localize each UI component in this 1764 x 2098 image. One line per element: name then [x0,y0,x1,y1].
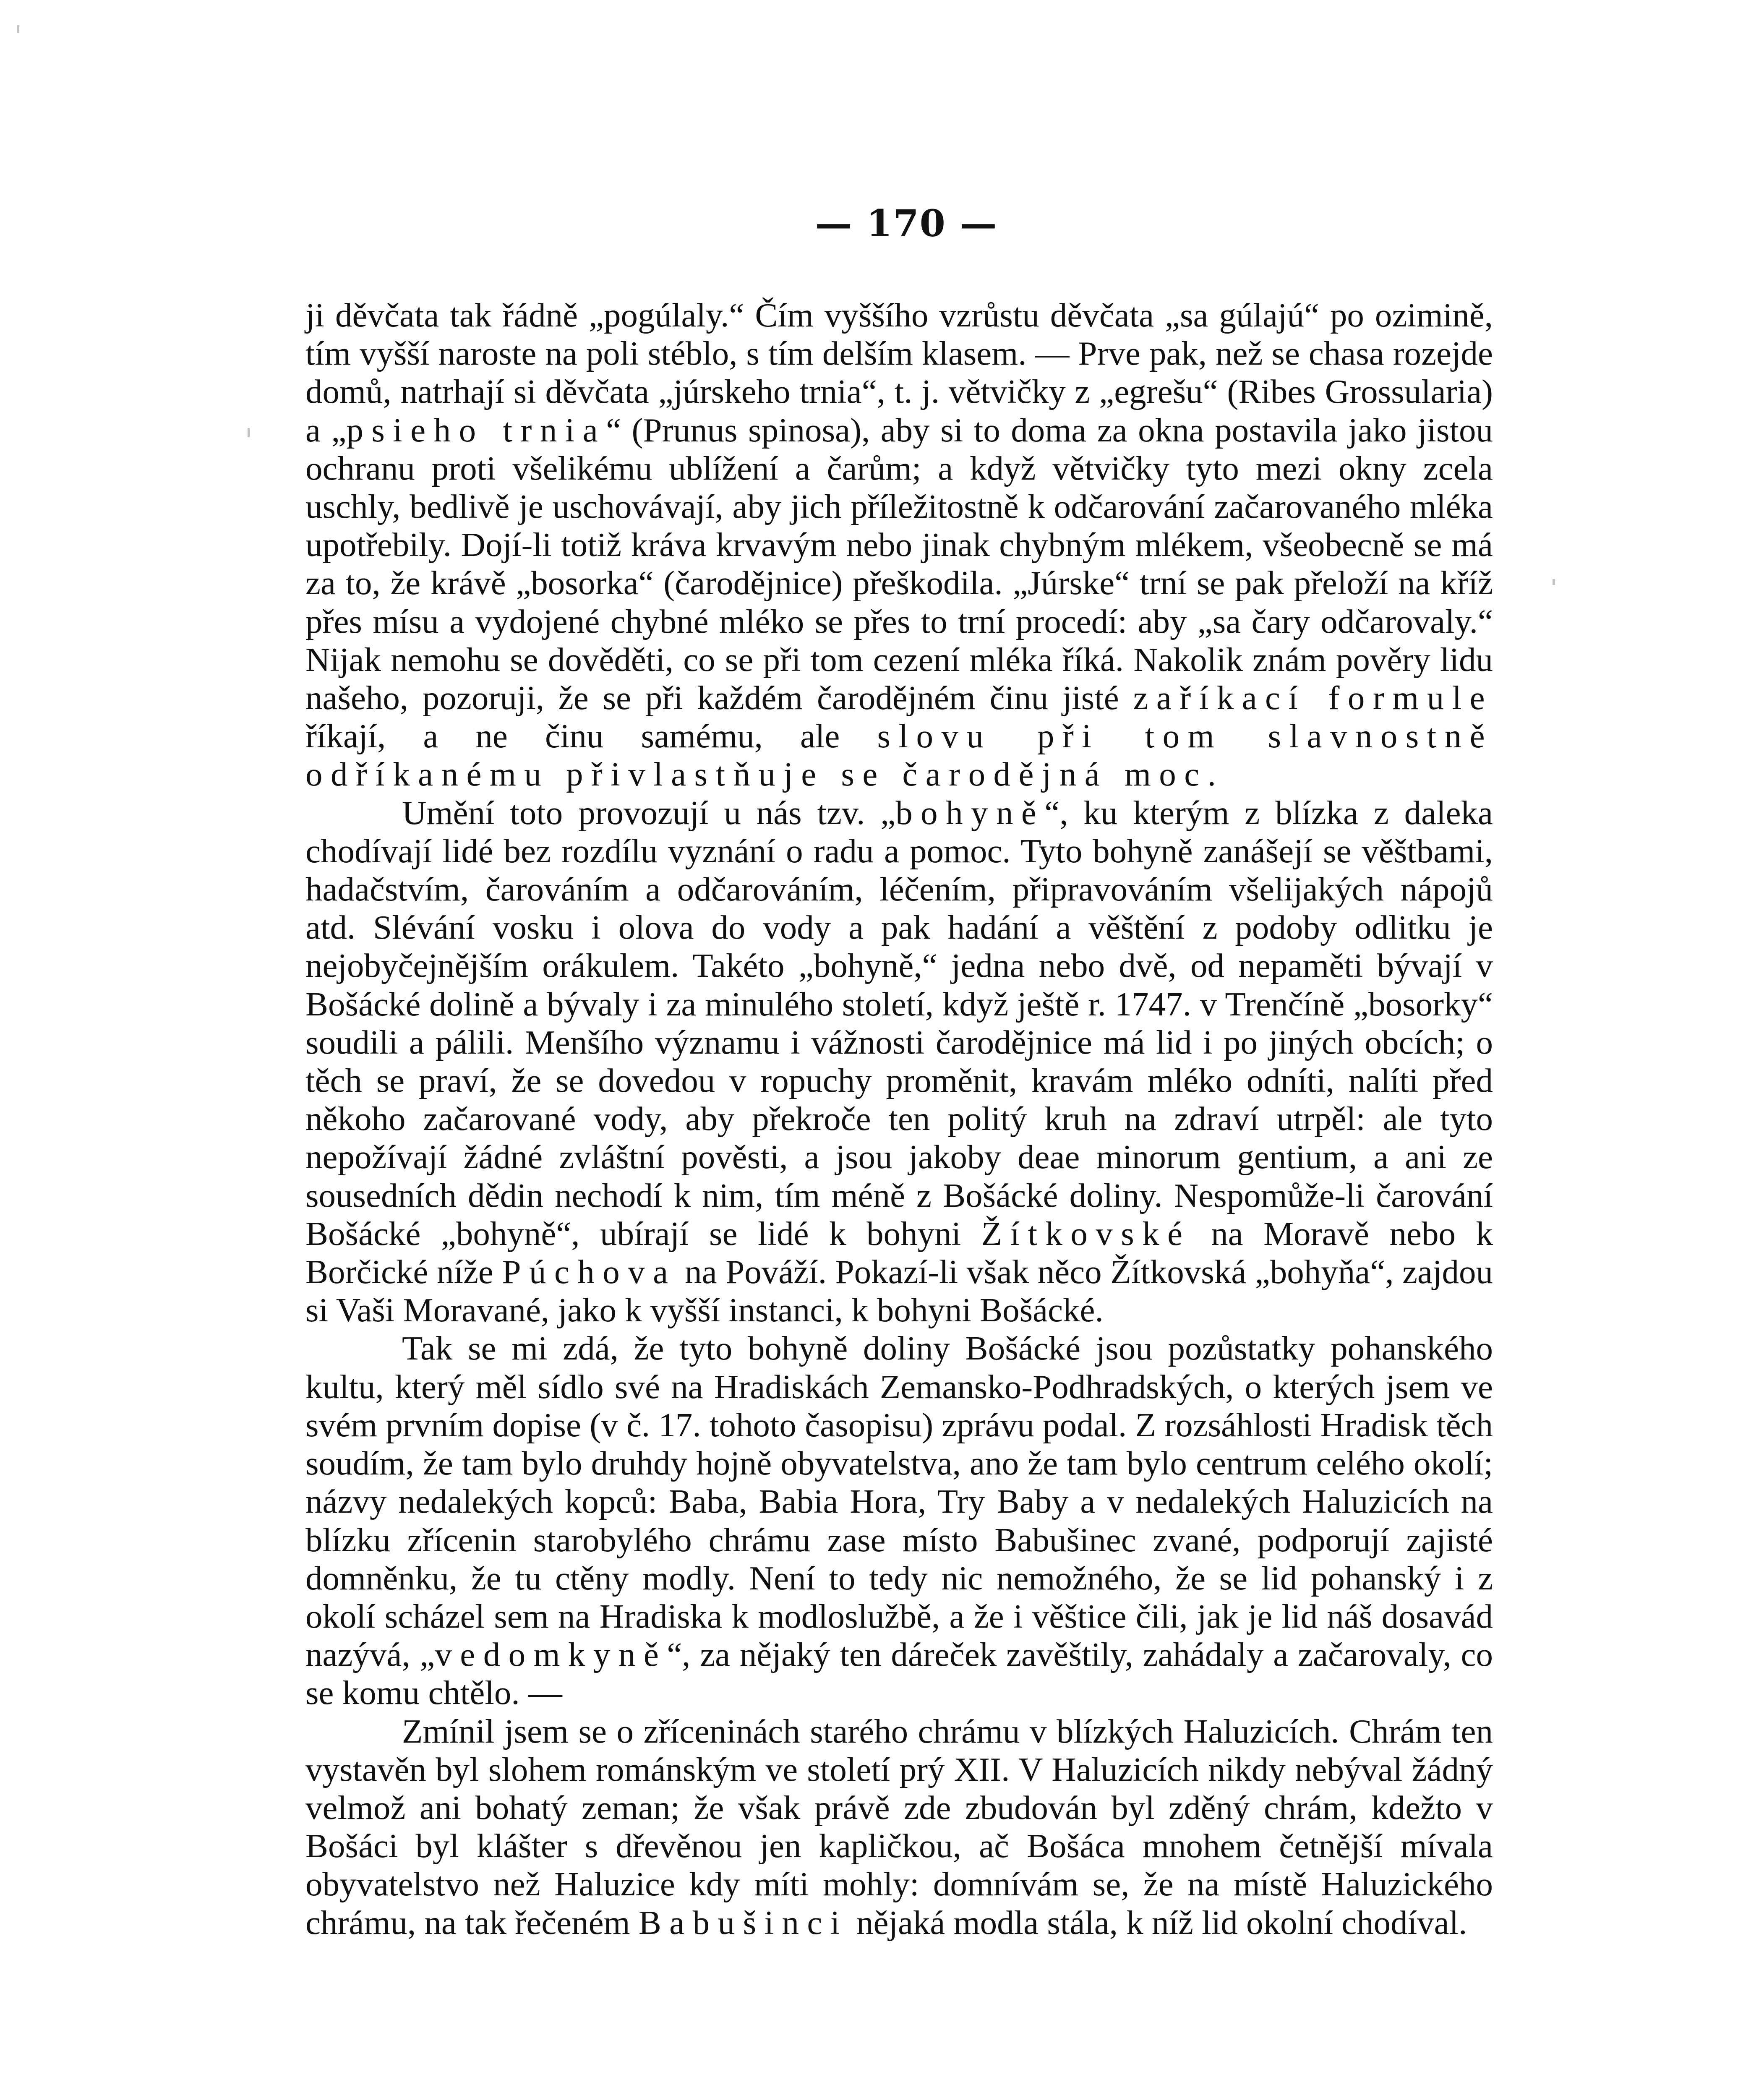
text-run: “, za nějaký ten dáreček zavěštily, zahádaly a začarovaly, co se komu chtělo. — [305,1636,1493,1712]
spaced-text: Žítkovské [981,1214,1191,1253]
text-run: “, ku kterým z blízka z daleka chodívají lidé bez rozdílu vyznání o radu a pomoc. Tyto bohyně zanášejí se věštbami, hadačstvím, čarováním a odčarováním, léčením, připravováním všelijakých nápojů atd. Slévání vosku i olova do vody a pak hadání a věštění z podoby odlitku je nejobyčejnějším orákulem. Takéto „bohyně,“ jedna nebo dvě, od nepaměti bývají v Bošácké dolině a bývaly i za minulého století, když ještě r. 1747. v Trenčíně „bosorky“ soudili a pálili. Menšího významu i vážnosti čarodějnice má lid i po jiných obcích; o těch se praví, že se dovedou v ropuchy proměnit, kravám mléko odníti, nalíti před někoho začarované vody, aby překroče ten politý kruh na zdraví utrpěl: ale tyto nepožívají žádné zvláštní pověsti, a jsou jakoby deae minorum gentium, a ani ze sousedních dědin nechodí k nim, tím méně z Bošácké doliny. Nespomůže-li čarování Bošácké „bohyně“, ubírají se lidé k bohyni [305,793,1493,1253]
scan-speck [248,428,250,437]
body-text [305,296,1493,1942]
spaced-text: zaříkací formule [1133,679,1493,717]
spaced-text: psieho trnia [346,411,606,449]
spaced-text: slovu při tom slavnostně odříkanému přivlastňuje se čarodějná moc. [305,717,1493,793]
page-number: — 170 — [815,201,998,245]
text-run: nějaká modla stála, k níž lid okolní chodíval. [848,1903,1467,1941]
text-run: ji děvčata tak řádně „pogúlaly.“ Čím vyššího vzrůstu děvčata „sa gúlajú“ po ozimině, tím vyšší naroste na poli stéblo, s tím delším klasem. — Prve pak, než se chasa rozejde domů, natrhají si děvčata „júrskeho trnia“, t. j. větvičky z „egrešu“ (Ribes Grossularia) a „ [305,296,1493,449]
text-run: Tak se mi zdá, že tyto bohyně doliny Bošácké jsou pozůstatky pohanského kultu, který měl sídlo své na Hradiskách Zemansko-Podhradských, o kterých jsem ve svém prvním dopise (v č. 17. tohoto časopisu) zprávu podal. Z rozsáhlosti Hradisk těch soudím, že tam bylo druhdy hojně obyvatelstva, ano že tam bylo centrum celého okolí; názvy nedalekých kopců: Baba, Babia Hora, Try Baby a v nedalekých Haluzicích na blízku zřícenin starobylého chrámu zase místo Babušinec zvané, podporují zajisté domněnku, že tu ctěny modly. Není to tedy nic nemožného, že se lid pohanský i z okolí scházel sem na Hradiska k modloslužbě, a že i věštice čili, jak je lid náš dosavád nazývá, „ [305,1329,1493,1674]
text-run: “ (Prunus spinosa), aby si to doma za okna postavila jako jistou ochranu proti všelikému ublížení a čarům; a když větvičky tyto mezi okny zcela uschly, bedlivě je uschovávají, aby jich příležitostně k odčarování začarovaného mléka upotřebily. Dojí-li totiž kráva krvavým nebo jinak chybným mlékem, všeobecně se má za to, že krávě „bosorka“ (čarodějnice) přeškodila. „Júrske“ trní se pak přeloží na kříž přes mísu a vydojené chybné mléko se přes to trní procedí: aby „sa čary odčarovaly.“ Nijak nemohu se dověděti, co se při tom cezení mléka říká. Nakolik znám pověry lidu našeho, pozoruji, že se při každém čarodějném činu jisté [305,411,1493,717]
paragraph [305,296,1493,794]
scan-speck [1553,579,1555,585]
text-run: říkají, a ne činu samému, ale [305,717,877,755]
paragraph [305,1712,1493,1942]
text-run: Zmínil jsem se o zříceninách starého chrámu v blízkých Haluzicích. Chrám ten vystavěn byl slohem románským ve století prý XII. V Haluzicích nikdy nebýval žádný velmož ani bohatý zeman; že však právě zde zbudován byl zděný chrám, kdežto v Bošáci byl klášter s dřevěnou jen kapličkou, ač Bošáca mnohem četnější mívala obyvatelstvo než Haluzice kdy míti mohly: domnívám se, že na místě Haluzického chrámu, na tak řečeném [305,1712,1493,1941]
spaced-text: vedomkyně [435,1636,667,1674]
text-run: Umění toto provozují u nás tzv. „ [402,793,896,832]
spaced-text: Púchova [502,1253,676,1291]
scan-speck [17,25,19,33]
spaced-text: bohyně [895,793,1045,832]
paragraph [305,1329,1493,1712]
text-run: na Pováží. Pokazí-li však něco Žítkovská „bohyňa“, zajdou si Vaši Moravané, jako k vyšší instanci, k bohyni Bošácké. [305,1253,1493,1329]
spaced-text: Babušinci [638,1903,848,1941]
text-run: na Moravě nebo k Borčické níže [305,1214,1493,1291]
paragraph [305,794,1493,1330]
